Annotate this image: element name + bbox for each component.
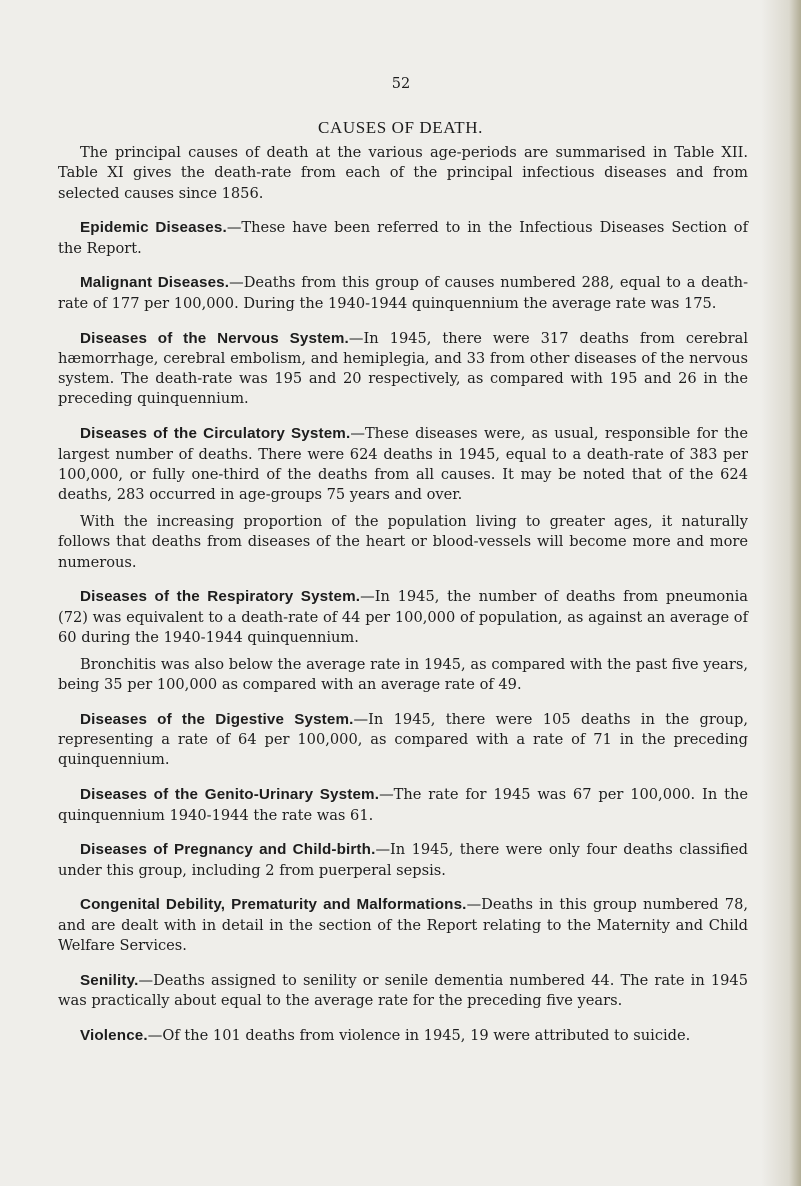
page-title: CAUSES OF DEATH.	[318, 118, 483, 137]
body-text	[58, 143, 748, 1061]
senility-text: —Deaths assigned to senility or senile dementia numbered 44. The rate in 1945 was practically about equal to the average rate for the preceding five years.	[58, 971, 748, 1010]
congenital-debility-paragraph	[58, 895, 748, 956]
genito-urinary-paragraph	[58, 785, 748, 826]
pregnancy-childbirth-heading: Diseases of Pregnancy and Child-birth.	[80, 841, 376, 859]
malignant-diseases-heading: Malignant Diseases.	[80, 274, 230, 292]
circulatory-system-paragraph	[58, 424, 748, 505]
violence-text: —Of the 101 deaths from violence in 1945, 19 were attributed to suicide.	[147, 1026, 691, 1044]
violence-paragraph	[58, 1026, 748, 1046]
malignant-diseases-text: —Deaths from this group of causes numbered 288, equal to a death-rate of 177 per 100,000. During the 1940-1944 quinquennium the average rate was 175.	[58, 274, 749, 312]
nervous-system-paragraph	[58, 329, 748, 410]
congenital-debility-text: —Deaths in this group numbered 78, and are dealt with in detail in the section of the Report relating to the Maternity and Child Welfare Services.	[58, 896, 748, 954]
respiratory-continuation: Bronchitis was also below the average rate in 1945, as compared with the past five years, being 35 per 100,000 as compared with an average rate of 49.	[58, 655, 748, 694]
malignant-diseases-paragraph	[58, 273, 748, 314]
respiratory-system-text: —In 1945, the number of deaths from pneumonia (72) was equivalent to a death-rate of 44 per 100,000 of population, as against an average of 60 during the 1940-1944 quinquennium.	[58, 588, 748, 646]
respiratory-system-heading: Diseases of the Respiratory System.	[80, 588, 361, 606]
digestive-system-heading: Diseases of the Digestive System.	[80, 710, 354, 728]
epidemic-diseases-text: —These have been referred to in the Infectious Diseases Section of the Report.	[58, 219, 748, 257]
pregnancy-childbirth-text: —In 1945, there were only four deaths classified under this group, including 2 from puerperal sepsis.	[58, 841, 748, 879]
intro-paragraph: The principal causes of death at the various age-periods are summarised in Table XII. Table XI gives the death-rate from each of the principal infectious diseases and from selected causes since 1856.	[58, 144, 748, 202]
epidemic-diseases-heading: Epidemic Diseases.	[80, 219, 227, 237]
circulatory-system-text: —These diseases were, as usual, responsible for the largest number of deaths. There were 624 deaths in 1945, equal to a death-rate of 383 per 100,000, or fully one-third of the deaths from all causes. It may be noted that of the 624 deaths, 283 occurred in age-groups 75 years and over.	[58, 425, 748, 504]
page-number: 52	[391, 76, 411, 92]
digestive-system-paragraph	[58, 710, 748, 771]
nervous-system-heading: Diseases of the Nervous System.	[80, 329, 349, 347]
pregnancy-childbirth-paragraph	[58, 840, 748, 881]
genito-urinary-heading: Diseases of the Genito-Urinary System.	[80, 786, 380, 804]
epidemic-diseases-paragraph	[58, 218, 748, 259]
senility-heading: Senility.	[80, 971, 139, 989]
respiratory-system-paragraph	[58, 587, 748, 648]
circulatory-continuation: With the increasing proportion of the population living to greater ages, it naturally follows that deaths from diseases of the heart or blood-vessels will become more and more numerous.	[58, 512, 748, 571]
digestive-system-text: —In 1945, there were 105 deaths in the group, representing a rate of 64 per 100,000, as compared with a rate of 71 in the preceding quinquennium.	[58, 710, 748, 769]
nervous-system-text: —In 1945, there were 317 deaths from cerebral hæmorrhage, cerebral embolism, and hemiplegia, and 33 from other diseases of the nervous system. The death-rate was 195 and 20 respectively, as compared with 195 and 26 in the preceding quinquennium.	[58, 329, 748, 408]
genito-urinary-text: —The rate for 1945 was 67 per 100,000. In the quinquennium 1940-1944 the rate was 61.	[58, 786, 748, 824]
congenital-debility-heading: Congenital Debility, Prematurity and Malformations.	[80, 896, 467, 914]
circulatory-system-heading: Diseases of the Circulatory System.	[80, 425, 351, 443]
violence-heading: Violence.	[80, 1026, 148, 1044]
senility-paragraph	[58, 971, 748, 1012]
page-edge-shadow	[761, 0, 801, 1186]
